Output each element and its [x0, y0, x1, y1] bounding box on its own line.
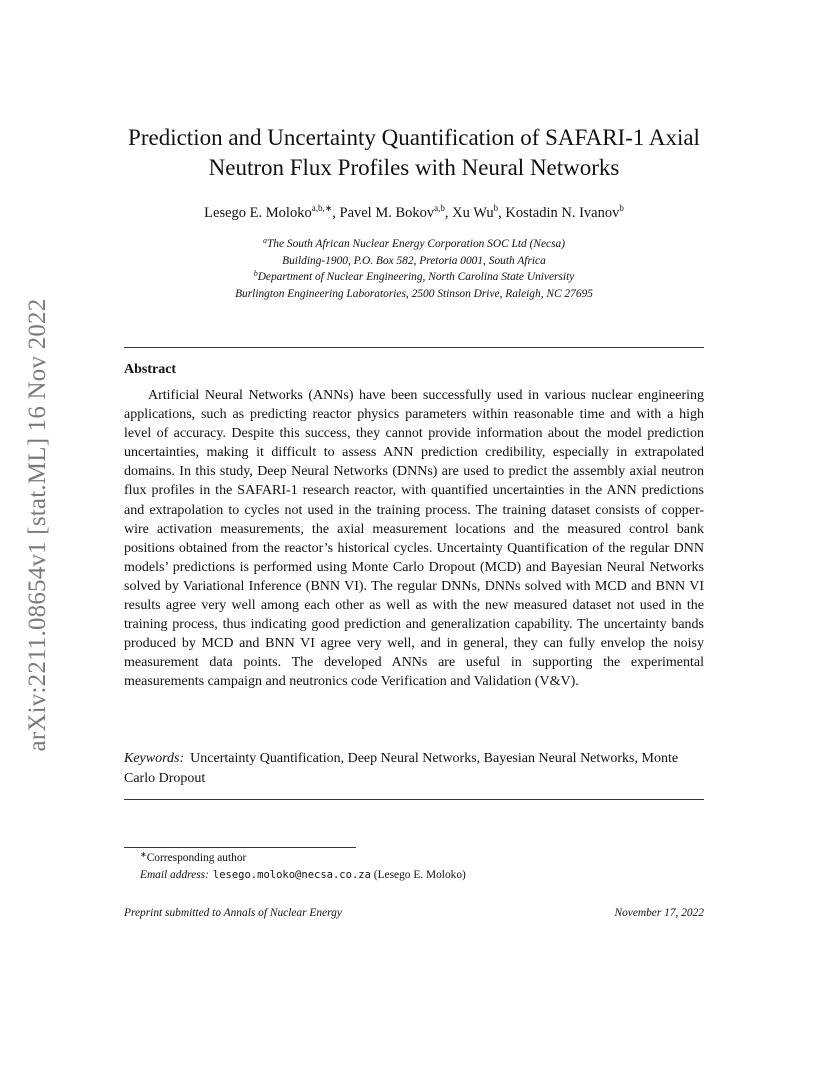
author-affiliation-marker: b	[493, 203, 499, 213]
author-name: Kostadin N. Ivanov	[505, 205, 620, 221]
author-list	[100, 203, 728, 223]
author-affiliation-marker: a,b	[434, 203, 445, 213]
footnotes	[124, 850, 704, 884]
author-name: Xu Wu	[452, 205, 494, 221]
author-name: Pavel M. Bokov	[339, 205, 435, 221]
arxiv-side-stamp: arXiv:2211.08654v1 [stat.ML] 16 Nov 2022	[24, 298, 51, 752]
author-name: Lesego E. Moloko	[204, 205, 312, 221]
keywords	[124, 749, 704, 788]
footnote-corresponding	[124, 850, 704, 867]
affiliation-text: The South African Nuclear Energy Corporation SOC Ltd (Necsa)	[266, 238, 566, 250]
footnote-corresponding-text: Corresponding author	[146, 852, 247, 864]
abstract-top-rule	[124, 347, 704, 348]
author-separator: ,	[444, 205, 453, 221]
email-label: Email address:	[140, 869, 209, 881]
author-separator: ,	[332, 205, 340, 221]
preprint-date: November 17, 2022	[614, 907, 704, 919]
keywords-text: Uncertainty Quantification, Deep Neural Networks, Bayesian Neural Networks, Monte Carlo Dropout	[124, 751, 679, 786]
affiliation-line	[100, 286, 728, 303]
author-separator: ,	[498, 205, 506, 221]
email-owner: (Lesego E. Moloko)	[373, 869, 466, 881]
footnote-marker: ∗	[140, 850, 147, 859]
footnote-email	[124, 867, 704, 884]
paper-title-line-1: Prediction and Uncertainty Quantification of SAFARI-1 Axial	[128, 125, 700, 150]
affiliation-line	[100, 269, 728, 286]
email-address: lesego.moloko@necsa.co.za	[212, 869, 371, 881]
paper-title	[100, 123, 728, 183]
affiliation-list	[100, 236, 728, 302]
preprint-note: Preprint submitted to Annals of Nuclear Energy	[124, 907, 342, 919]
author-affiliation-marker: a,b,∗	[311, 203, 333, 213]
abstract-text: Artificial Neural Networks (ANNs) have been successfully used in various nuclear engineering applications, such as predicting reactor physics parameters within reasonable time and with a high level of accuracy. Despite this success, they cannot provide information about the model prediction uncertainties, making it difficult to assess ANN prediction credibility, especially in extrapolated domains. In this study, Deep Neural Networks (DNNs) are used to predict the assembly axial neutron flux profiles in the SAFARI-1 research reactor, with quantified uncertainties in the ANN predictions and extrapolation to cycles not used in the training process. The training dataset consists of copper-wire activation measurements, the axial measurement locations and the measured control bank positions obtained from the reactor’s historical cycles. Uncertainty Quantification of the regular DNN models’ predictions is performed using Monte Carlo Dropout (MCD) and Bayesian Neural Networks solved by Variational Inference (BNN VI). The regular DNNs, DNNs solved with MCD and BNN VI results agree very well among each other as well as with the new measured dataset not used in the training process, thus indicating good prediction and generalization capability. The uncertainty bands produced by MCD and BNN VI agree very well, and in general, they can fully envelop the noisy measurement data points. The developed ANNs are useful in supporting the experimental measurements campaign and neutronics code Verification and Validation (V&V).	[124, 388, 704, 690]
affiliation-line	[100, 236, 728, 253]
affiliation-text: Building-1900, P.O. Box 582, Pretoria 0001, South Africa	[282, 254, 546, 267]
abstract-bottom-rule	[124, 799, 704, 800]
keywords-label: Keywords:	[124, 751, 185, 766]
affiliation-marker: a	[262, 236, 267, 245]
affiliation-marker: b	[253, 269, 258, 278]
abstract-heading: Abstract	[124, 362, 177, 377]
author-affiliation-marker: b	[619, 203, 624, 213]
paper-title-line-2: Neutron Flux Profiles with Neural Networks	[208, 155, 620, 180]
affiliation-line	[100, 253, 728, 270]
affiliation-text: Burlington Engineering Laboratories, 2500 Stinson Drive, Raleigh, NC 27695	[235, 287, 593, 300]
affiliation-text: Department of Nuclear Engineering, North Carolina State University	[257, 271, 575, 283]
footnote-rule	[124, 847, 356, 848]
